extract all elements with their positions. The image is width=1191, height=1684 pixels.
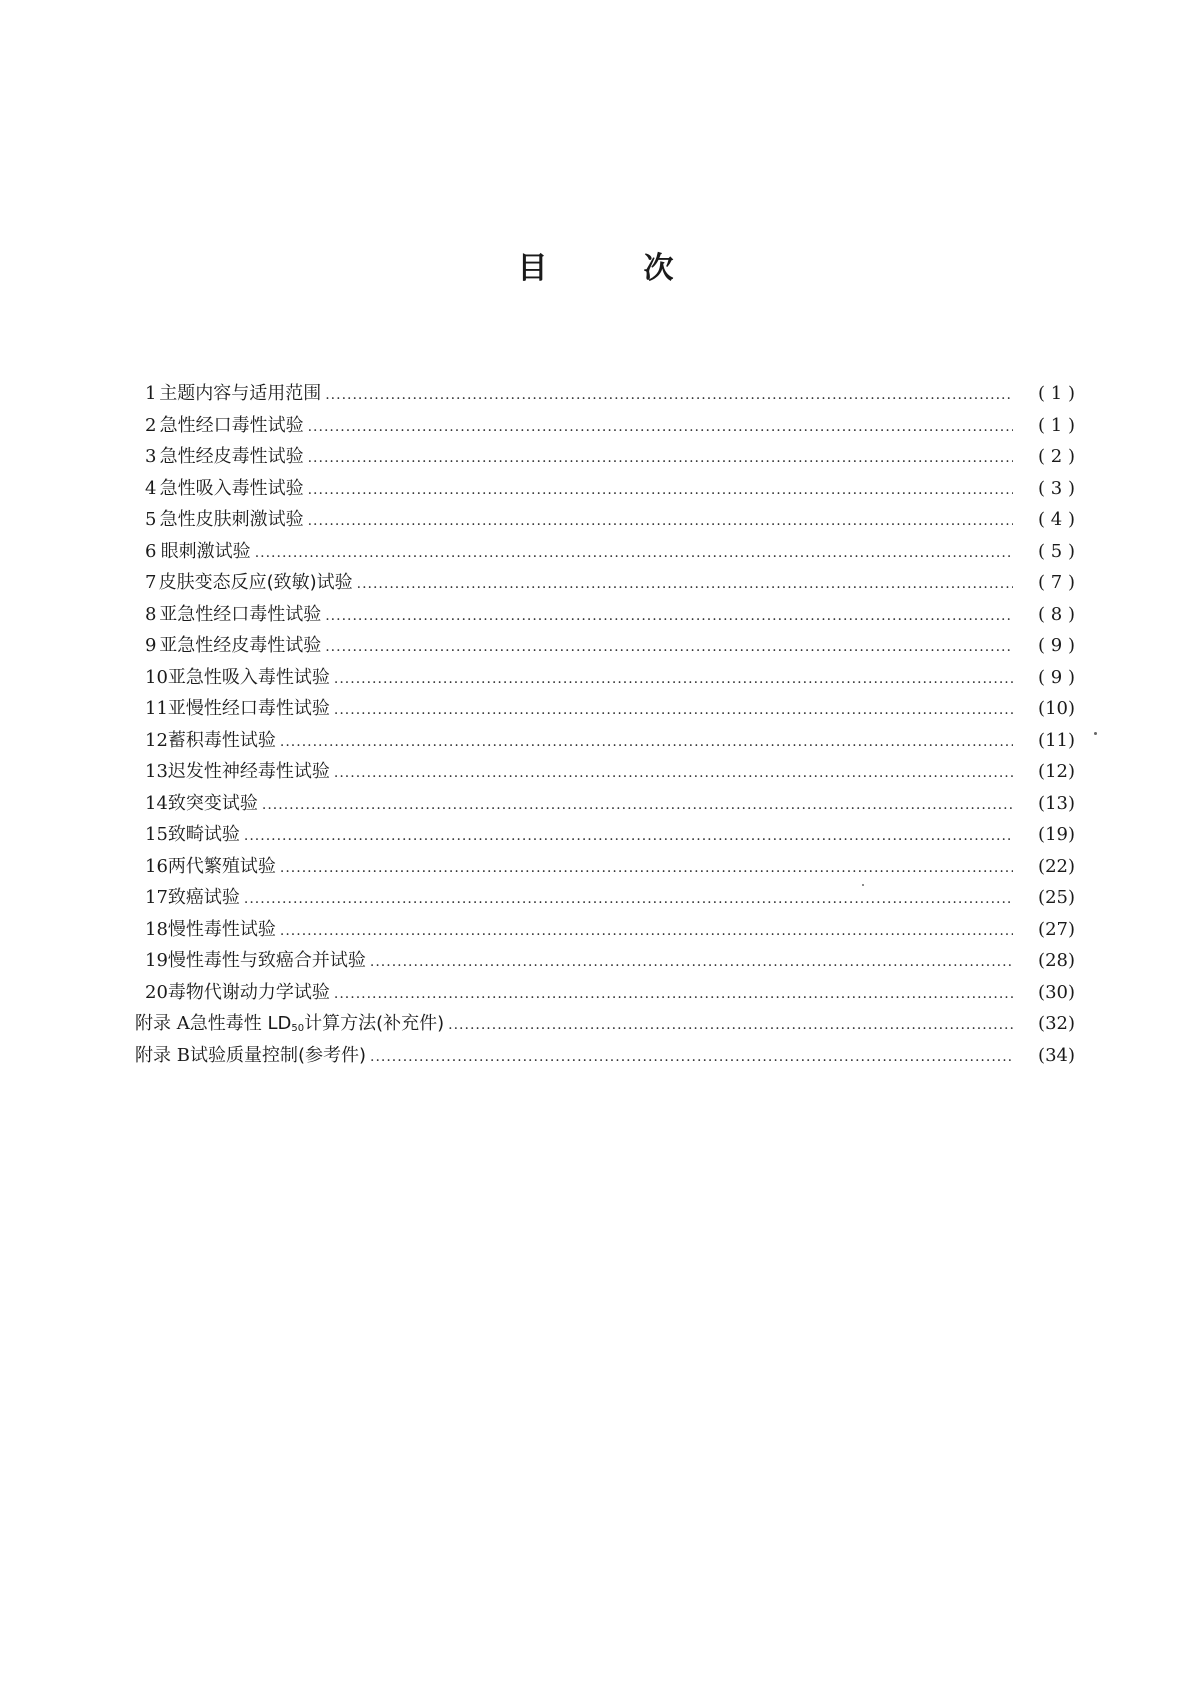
toc-entry[interactable] xyxy=(145,851,1075,883)
toc-number: 18 xyxy=(145,918,168,940)
toc-number: 2 xyxy=(145,414,157,436)
toc-label: 亚急性吸入毒性试验 xyxy=(167,666,330,688)
toc-entry[interactable] xyxy=(145,945,1075,977)
toc-page: ( 1 ) xyxy=(1038,414,1075,436)
toc-entry[interactable] xyxy=(145,378,1075,410)
toc-label: 亚慢性经口毒性试验 xyxy=(167,698,330,719)
toc-entry-appendix-a[interactable] xyxy=(135,1008,1075,1040)
toc-entry[interactable] xyxy=(145,756,1075,788)
toc-page: (13) xyxy=(1038,792,1075,814)
toc-entry[interactable] xyxy=(145,630,1075,662)
toc-label: 眼刺激试验 xyxy=(160,540,251,562)
toc-page: (32) xyxy=(1038,1013,1075,1034)
toc-entry[interactable] xyxy=(145,567,1075,599)
toc-page: ( 8 ) xyxy=(1038,603,1075,625)
toc-label: 亚急性经口毒性试验 xyxy=(159,603,322,625)
toc-label: 主题内容与适用范围 xyxy=(159,383,322,404)
scan-speck xyxy=(1094,732,1097,735)
toc-label: 慢性毒性试验 xyxy=(167,918,276,940)
toc-label: 皮肤变态反应(致敏)试验 xyxy=(158,572,353,593)
toc-entry-appendix-b[interactable] xyxy=(135,1040,1075,1072)
toc-label: 迟发性神经毒性试验 xyxy=(167,761,330,782)
toc-page: (30) xyxy=(1038,981,1075,1003)
dot-leader xyxy=(370,947,1013,979)
toc-label: 试验质量控制(参考件) xyxy=(189,1044,366,1066)
toc-label: 急性经口毒性试验 xyxy=(159,414,304,436)
toc-entry[interactable] xyxy=(145,473,1075,505)
dot-leader xyxy=(357,569,1013,601)
toc-label: 急性毒性 $LD_{50}$计算方法(补充件) xyxy=(189,1013,445,1034)
table-of-contents xyxy=(135,378,1075,1071)
toc-page: ( 5 ) xyxy=(1038,540,1075,562)
dot-leader xyxy=(255,538,1013,570)
dot-leader xyxy=(262,790,1013,822)
toc-number: 14 xyxy=(145,792,168,814)
toc-page: (22) xyxy=(1038,855,1075,877)
toc-entry[interactable] xyxy=(145,725,1075,757)
toc-entry[interactable] xyxy=(145,882,1075,914)
toc-entry[interactable] xyxy=(145,914,1075,946)
toc-page: (10) xyxy=(1038,698,1075,719)
toc-label: 慢性毒性与致癌合并试验 xyxy=(167,950,366,971)
title-char-2: 次 xyxy=(643,251,674,286)
toc-number: 15 xyxy=(145,824,168,845)
dot-leader xyxy=(244,821,1013,853)
toc-number: 6 xyxy=(145,540,157,562)
toc-number: 11 xyxy=(145,698,168,719)
dot-leader xyxy=(280,853,1013,885)
toc-number: 13 xyxy=(145,761,168,782)
toc-entry[interactable] xyxy=(145,504,1075,536)
toc-page: (28) xyxy=(1038,950,1075,971)
toc-page: (12) xyxy=(1038,761,1075,782)
toc-entry[interactable] xyxy=(145,977,1075,1009)
toc-label: 毒物代谢动力学试验 xyxy=(167,981,330,1003)
toc-label: 蓄积毒性试验 xyxy=(167,729,276,751)
toc-entry[interactable] xyxy=(145,410,1075,442)
toc-number: 5 xyxy=(145,509,157,530)
dot-leader xyxy=(308,475,1013,507)
dot-leader xyxy=(325,632,1013,664)
toc-page: ( 2 ) xyxy=(1038,446,1075,467)
toc-label: 致畸试验 xyxy=(167,824,240,845)
dot-leader xyxy=(280,916,1013,948)
toc-page: (25) xyxy=(1038,887,1075,908)
dot-leader xyxy=(308,506,1013,538)
toc-page: ( 4 ) xyxy=(1038,509,1075,530)
dot-leader xyxy=(244,884,1013,916)
toc-number: 附录 B xyxy=(135,1044,190,1066)
toc-entry[interactable] xyxy=(145,788,1075,820)
dot-leader xyxy=(334,664,1013,696)
toc-label: 急性经皮毒性试验 xyxy=(159,446,304,467)
dot-leader xyxy=(334,695,1013,727)
toc-number: 17 xyxy=(145,887,168,908)
dot-leader xyxy=(334,758,1013,790)
toc-number: 20 xyxy=(145,981,168,1003)
toc-number: 附录 A xyxy=(135,1013,190,1034)
toc-label: 急性皮肤刺激试验 xyxy=(159,509,304,530)
dot-leader xyxy=(308,443,1013,475)
toc-page: ( 9 ) xyxy=(1038,666,1075,688)
toc-number: 12 xyxy=(145,729,168,751)
toc-label: 亚急性经皮毒性试验 xyxy=(159,635,322,656)
toc-entry[interactable] xyxy=(145,693,1075,725)
toc-page: ( 3 ) xyxy=(1038,477,1075,499)
toc-number: 10 xyxy=(145,666,168,688)
toc-page: (34) xyxy=(1038,1044,1075,1066)
toc-number: 16 xyxy=(145,855,168,877)
toc-number: 3 xyxy=(145,446,157,467)
dot-leader xyxy=(448,1010,1013,1042)
toc-entry[interactable] xyxy=(145,441,1075,473)
toc-entry[interactable] xyxy=(145,819,1075,851)
toc-label: 致突变试验 xyxy=(167,792,258,814)
toc-page: ( 7 ) xyxy=(1038,572,1075,593)
toc-page: (27) xyxy=(1038,918,1075,940)
toc-entry[interactable] xyxy=(145,536,1075,568)
toc-entry[interactable] xyxy=(145,662,1075,694)
toc-page: (19) xyxy=(1038,824,1075,845)
toc-label: 两代繁殖试验 xyxy=(167,855,276,877)
scan-speck xyxy=(862,884,864,886)
toc-label: 致癌试验 xyxy=(167,887,240,908)
dot-leader xyxy=(308,412,1013,444)
toc-number: 7 xyxy=(145,572,157,593)
dot-leader xyxy=(280,727,1013,759)
toc-label: 急性吸入毒性试验 xyxy=(159,477,304,499)
title-char-1: 目 xyxy=(517,251,548,286)
dot-leader xyxy=(325,601,1013,633)
toc-number: 4 xyxy=(145,477,157,499)
toc-number: 1 xyxy=(145,383,157,404)
page-title xyxy=(0,243,1191,287)
toc-number: 19 xyxy=(145,950,168,971)
dot-leader xyxy=(334,979,1013,1011)
dot-leader xyxy=(325,380,1013,412)
toc-page: ( 9 ) xyxy=(1038,635,1075,656)
toc-number: 9 xyxy=(145,635,157,656)
toc-page: ( 1 ) xyxy=(1038,383,1075,404)
dot-leader xyxy=(370,1042,1013,1074)
toc-number: 8 xyxy=(145,603,157,625)
toc-page: (11) xyxy=(1038,729,1075,751)
toc-entry[interactable] xyxy=(145,599,1075,631)
